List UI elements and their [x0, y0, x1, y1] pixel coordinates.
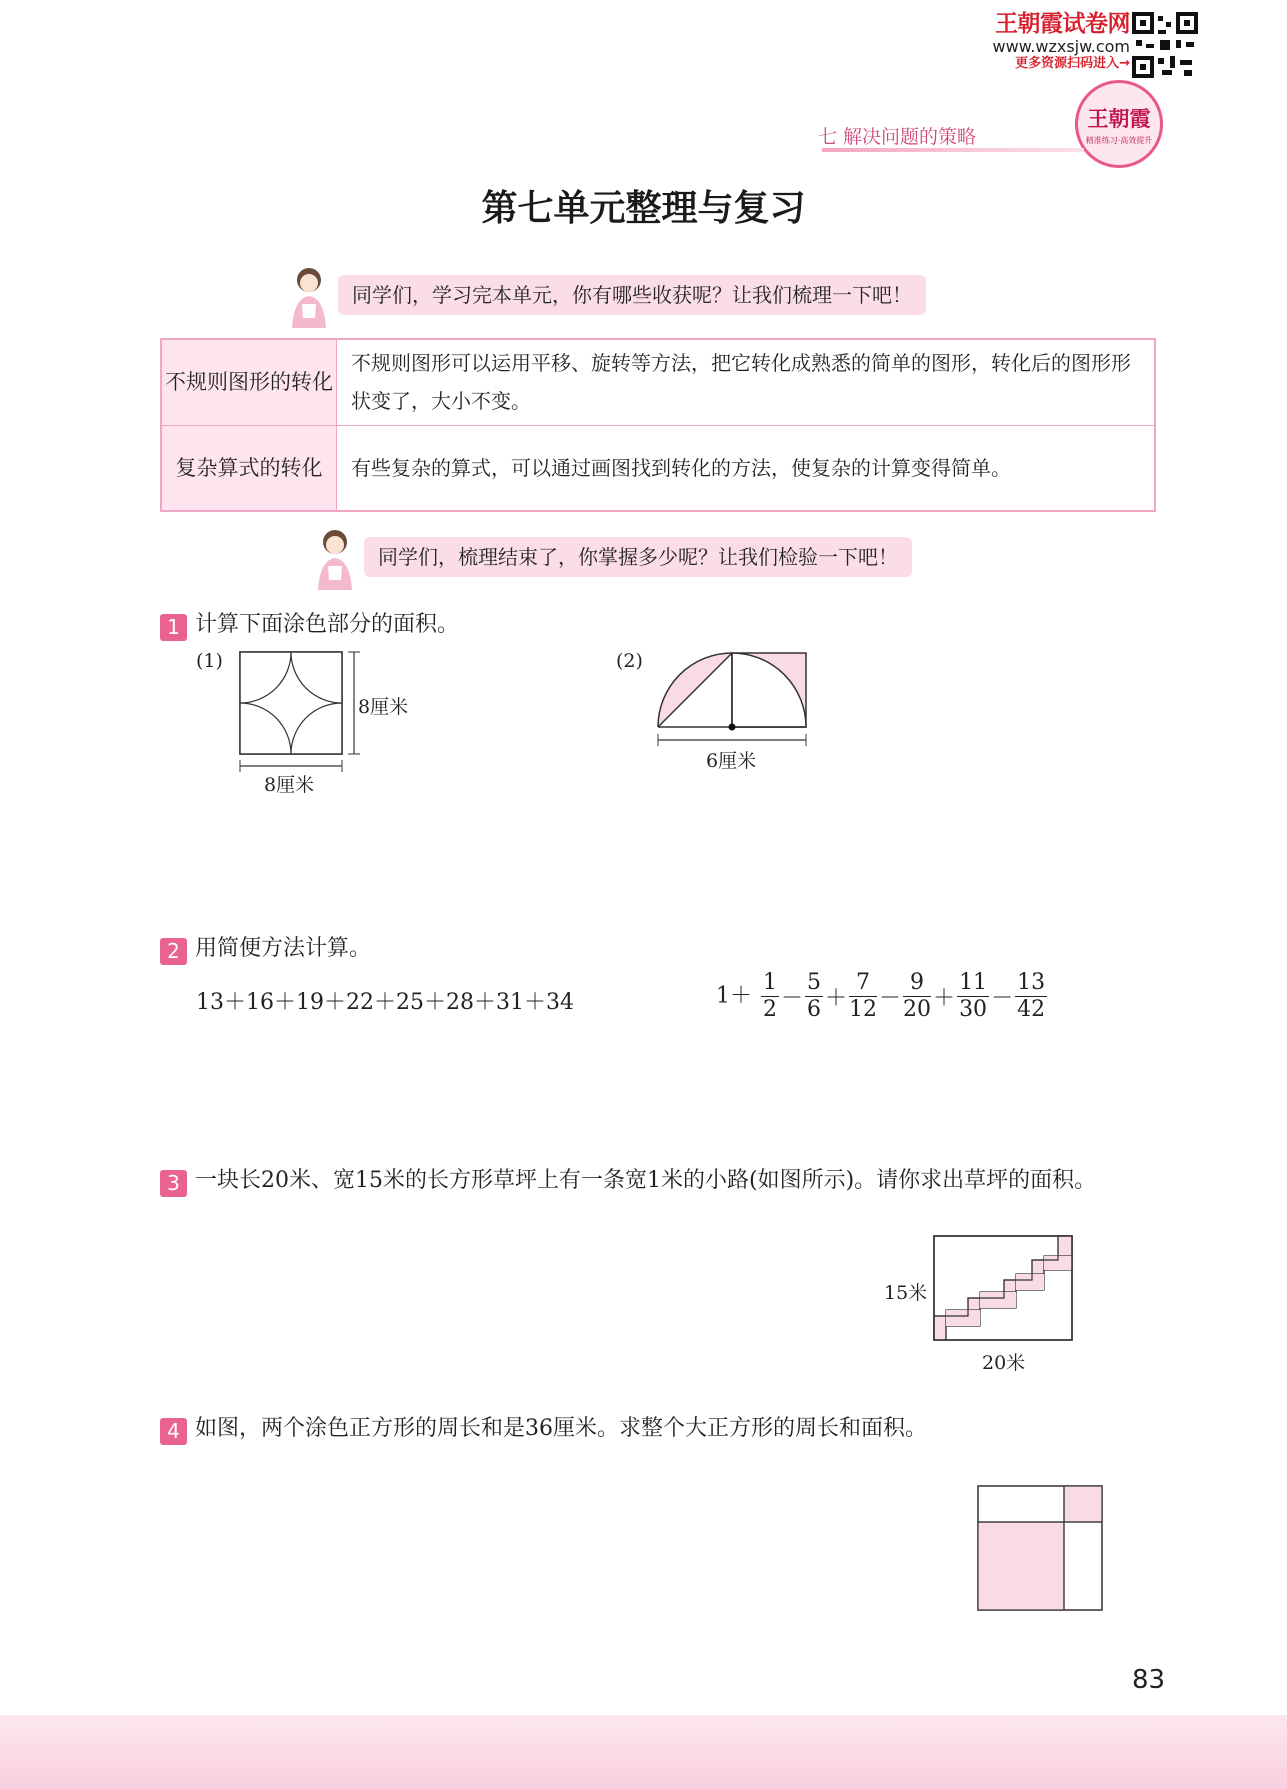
teacher-avatar-icon — [282, 264, 336, 328]
fraction-numerator: 11 — [959, 970, 988, 995]
fraction-denominator: 12 — [849, 997, 878, 1022]
figure-2-semicircle — [650, 648, 820, 748]
fraction — [761, 970, 779, 1023]
figure-1-label: (1) — [196, 650, 223, 672]
fraction-numerator: 9 — [903, 970, 931, 997]
fraction — [849, 970, 877, 1023]
question-text: 计算下面涂色部分的面积。 — [195, 612, 460, 637]
operator: ＋ — [933, 986, 956, 1011]
section-title: 七 解决问题的策略 — [818, 126, 977, 148]
question-number: 3 — [160, 1170, 187, 1197]
summary-table — [160, 338, 1156, 512]
lawn-width-label: 20米 — [982, 1352, 1026, 1374]
check-prompt-bubble: 同学们，梳理结束了，你掌握多少呢？让我们检验一下吧！ — [364, 537, 912, 577]
squares-figure — [976, 1484, 1106, 1614]
operator: － — [879, 986, 902, 1011]
brand-more: 更多资源扫码进入→ — [1015, 56, 1130, 71]
review-prompt-bubble: 同学们，学习完本单元，你有哪些收获呢？让我们梳理一下吧！ — [338, 275, 926, 315]
fraction-numerator: 1 — [763, 970, 777, 995]
row-head: 不规则图形的转化 — [161, 339, 337, 425]
figure-2-label: (2) — [616, 650, 643, 672]
lawn-with-path-figure — [932, 1234, 1076, 1344]
row-body: 有些复杂的算式，可以通过画图找到转化的方法，使复杂的计算变得简单。 — [337, 425, 1156, 511]
page-title: 第七单元整理与复习 — [481, 188, 806, 229]
qr-code-icon[interactable] — [1132, 12, 1198, 78]
question-number: 2 — [160, 938, 187, 965]
question-2 — [160, 930, 371, 968]
row-body: 不规则图形可以运用平移、旋转等方法，把它转化成熟悉的简单的图形，转化后的图形形状变了，大小不变。 — [337, 339, 1156, 425]
question-1 — [160, 606, 459, 644]
fraction-denominator: 20 — [903, 997, 932, 1022]
brand-name: 王朝霞试卷网 — [995, 11, 1130, 37]
brand-url[interactable]: www.wzxsjw.com — [992, 37, 1130, 56]
table-row — [161, 425, 1155, 511]
question-4 — [160, 1410, 927, 1448]
brand-seal — [1075, 80, 1163, 168]
expression-2-lead: 1＋ — [716, 983, 752, 1009]
figure-1-bottom-label: 8厘米 — [264, 774, 315, 796]
question-number: 4 — [160, 1418, 187, 1445]
figure-1-side-label: 8厘米 — [358, 696, 409, 718]
figure-2-bottom-label: 6厘米 — [706, 750, 757, 772]
seal-name: 王朝霞 — [1087, 106, 1151, 131]
fraction — [805, 970, 823, 1023]
row-head: 复杂算式的转化 — [161, 425, 337, 511]
fraction-denominator: 2 — [763, 997, 777, 1022]
question-number: 1 — [160, 614, 187, 641]
fraction-denominator: 42 — [1017, 997, 1046, 1022]
fraction — [957, 970, 989, 1023]
operator: ＋ — [825, 986, 848, 1011]
teacher-avatar-icon — [308, 526, 362, 590]
fraction — [1015, 970, 1047, 1023]
fraction-numerator: 5 — [807, 970, 822, 995]
seal-sub: 精准练习·高效提升 — [1085, 136, 1153, 145]
question-3 — [160, 1162, 1160, 1200]
operator: － — [781, 986, 804, 1011]
brand-block — [960, 10, 1130, 72]
figure-1-square — [230, 648, 430, 798]
fraction-denominator: 30 — [959, 997, 988, 1022]
footer-band — [0, 1715, 1287, 1789]
fraction-denominator: 6 — [807, 997, 822, 1022]
expression-1: 13＋16＋19＋22＋25＋28＋31＋34 — [196, 990, 574, 1015]
lawn-height-label: 15米 — [884, 1282, 928, 1304]
page-number: 83 — [1132, 1665, 1166, 1695]
table-row — [161, 339, 1155, 425]
expression-2 — [716, 970, 1049, 1023]
question-text: 如图，两个涂色正方形的周长和是36厘米。求整个大正方形的周长和面积。 — [195, 1416, 927, 1441]
question-text: 一块长20米、宽15米的长方形草坪上有一条宽1米的小路(如图所示)。请你求出草坪的面积。 — [195, 1168, 1097, 1193]
operator: － — [991, 986, 1014, 1011]
section-underline — [822, 148, 1084, 152]
question-text: 用简便方法计算。 — [195, 936, 372, 961]
fraction — [903, 970, 931, 1023]
fraction-numerator: 7 — [849, 970, 877, 997]
fraction-numerator: 13 — [1017, 970, 1046, 995]
